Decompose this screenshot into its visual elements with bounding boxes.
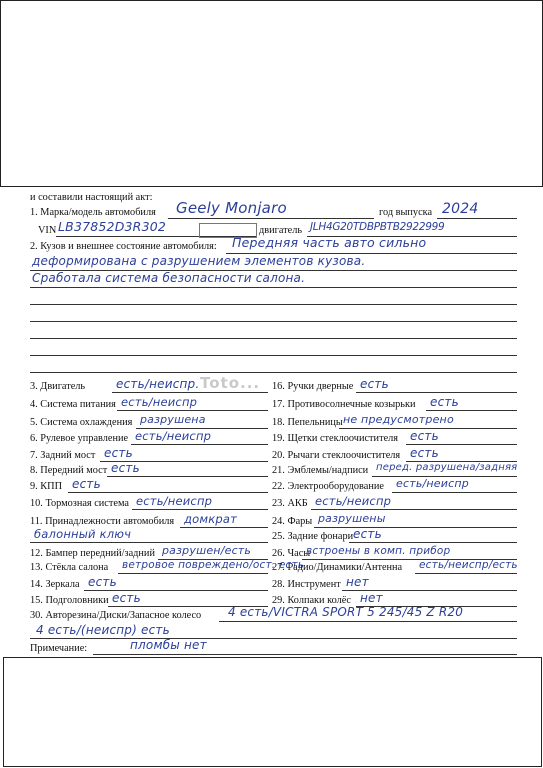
- item-value: есть: [353, 527, 382, 541]
- item-underline: [314, 527, 517, 528]
- item-value: есть: [72, 477, 101, 491]
- item-value: балонный ключ: [34, 527, 132, 541]
- make-model-label: 1. Марка/модель автомобиля: [30, 207, 156, 218]
- item-label: 16. Ручки дверные: [272, 381, 354, 392]
- item-value: есть/неиспр: [121, 395, 198, 409]
- item-label: 17. Противосолнечные козырьки: [272, 399, 416, 410]
- item-label: 11. Принадлежности автомобиля: [30, 516, 175, 527]
- tires-value: 4 есть/VICTRA SPORT 5 245/45 Z R20: [228, 605, 464, 619]
- item-underline: [118, 573, 268, 574]
- item-value: ветровое повреждено/ост. есть: [122, 559, 305, 571]
- item-underline: [349, 542, 517, 543]
- intro-text: и составили настоящий акт:: [30, 192, 153, 203]
- item-value: есть: [88, 575, 117, 589]
- tires-value-line-2: 4 есть/(неиспр) есть: [36, 623, 170, 637]
- item-value: есть/неиспр: [135, 429, 212, 443]
- body-condition-line-3: Сработала система безопасности салона.: [32, 271, 306, 285]
- item-label: 10. Тормозная система: [30, 498, 129, 509]
- engine-label: двигатель: [259, 225, 303, 236]
- item-label: 27. Радио/Динамики/Антенна: [272, 562, 403, 573]
- item-label: 14. Зеркала: [30, 579, 80, 590]
- item-label: 18. Пепельницы: [272, 417, 343, 428]
- item-label: 20. Рычаги стеклоочистителя: [272, 450, 401, 461]
- item-value: есть: [410, 429, 439, 443]
- item-underline: [132, 509, 268, 510]
- item-label: 29. Колпаки колёс: [272, 595, 351, 606]
- item-value: встроены в комп. прибор: [306, 545, 451, 557]
- item-value: есть/неиспр: [396, 477, 469, 490]
- body-condition-label: 2. Кузов и внешнее состояние автомобиля:: [30, 241, 217, 252]
- make-model-value: Geely Monjaro: [176, 199, 287, 217]
- body-condition-line-2: деформирована с разрушением элементов кузова.: [32, 254, 366, 268]
- item-label: 15. Подголовники: [30, 595, 109, 606]
- item-value: нет: [346, 575, 369, 589]
- top-blank-area: [0, 0, 543, 187]
- item-label: 3. Двигатель: [30, 381, 86, 392]
- tires-label: 30. Авторезина/Диски/Запасное колесо: [30, 610, 202, 621]
- item-value: есть/неиспр: [136, 494, 213, 508]
- item-value: есть: [112, 591, 141, 605]
- item-underline: [117, 410, 268, 411]
- year-value: 2024: [442, 201, 479, 217]
- item-value: есть: [410, 446, 439, 460]
- item-value: домкрат: [184, 512, 238, 526]
- item-value: есть/неиспр/есть: [419, 559, 518, 571]
- item-value: разрушены: [318, 512, 386, 525]
- item-underline: [131, 444, 268, 445]
- bottom-blank-area: [3, 657, 542, 767]
- item-value: не предусмотрено: [343, 413, 454, 426]
- item-value: есть: [104, 446, 133, 460]
- item-label: 28. Инструмент: [272, 579, 341, 590]
- item-underline: [415, 573, 517, 574]
- item-value: разрушена: [140, 413, 206, 426]
- item-underline: [311, 509, 517, 510]
- item-label: 7. Задний мост: [30, 450, 96, 461]
- item-value: есть: [430, 395, 459, 409]
- notes-value: пломбы нет: [130, 638, 207, 652]
- item-underline: [112, 392, 268, 393]
- item-underline: [392, 492, 517, 493]
- item-value: нет: [360, 591, 383, 605]
- item-label: 6. Рулевое управление: [30, 433, 129, 444]
- item-label: 8. Передний мост: [30, 465, 108, 476]
- year-label: год выпуска: [379, 207, 433, 218]
- item-underline: [356, 392, 517, 393]
- item-value: есть/неиспр: [315, 494, 392, 508]
- item-label: 25. Задние фонари: [272, 531, 354, 542]
- vin-label: VIN: [38, 225, 57, 236]
- body-condition-line-1: Передняя часть авто сильно: [232, 235, 427, 250]
- item-value: есть: [360, 377, 389, 391]
- item-value: разрушен/есть: [162, 544, 252, 557]
- item-label: 24. Фары: [272, 516, 313, 527]
- item-underline: [180, 527, 268, 528]
- watermark: Toto...: [200, 374, 261, 392]
- engine-value: JLH4G20TDBPBTB2922999: [310, 221, 445, 233]
- item-label: 9. КПП: [30, 481, 63, 492]
- item-underline: [68, 492, 268, 493]
- item-label: 5. Система охлаждения: [30, 417, 133, 428]
- item-value: есть/неиспр.: [116, 377, 200, 391]
- item-label: 22. Электрооборудование: [272, 481, 384, 492]
- vin-value: LB37852D3R302: [58, 219, 167, 234]
- item-label: 13. Стёкла салона: [30, 562, 109, 573]
- item-value: есть: [111, 461, 140, 475]
- item-label: 19. Щетки стеклоочистителя: [272, 433, 399, 444]
- item-value: перед. разрушена/задняя: [376, 462, 518, 473]
- item-label: 26. Часы: [272, 548, 311, 559]
- item-label: 12. Бампер передний/задний: [30, 548, 155, 559]
- item-underline: [426, 410, 517, 411]
- notes-label: Примечание:: [30, 643, 88, 654]
- item-label: 21. Эмблемы/надписи: [272, 465, 369, 476]
- item-label: 4. Система питания: [30, 399, 116, 410]
- item-underline: [107, 476, 268, 477]
- item-underline: [30, 542, 268, 543]
- item-underline: [406, 444, 517, 445]
- item-label: 23. АКБ: [272, 498, 308, 509]
